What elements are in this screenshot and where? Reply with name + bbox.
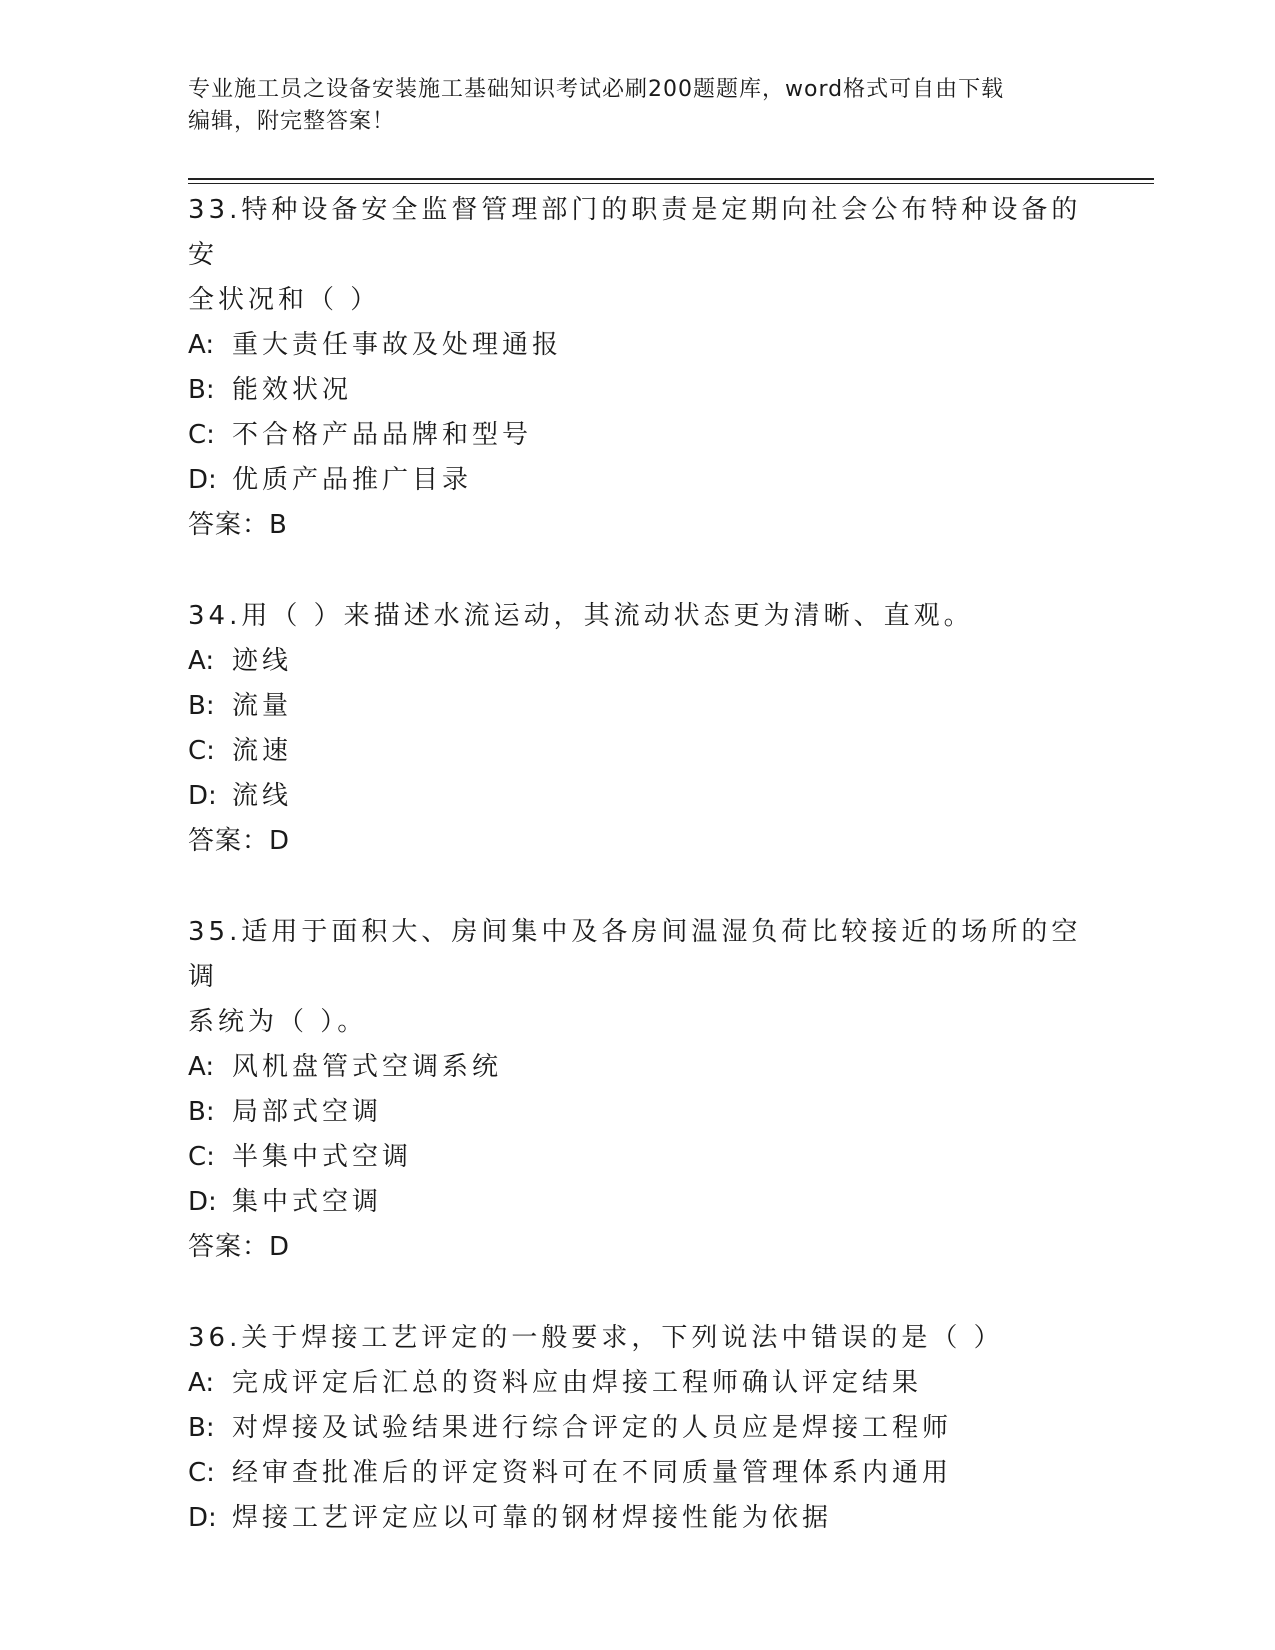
question-stem-line-1: 33.特种设备安全监督管理部门的职责是定期向社会公布特种设备的安 [188,195,1082,270]
option-text: 能效状况 [232,375,353,405]
question-stem-line-2: 系统为（ ）。 [188,1007,368,1037]
option-text: 完成评定后汇总的资料应由焊接工程师确认评定结果 [232,1368,923,1398]
option-d [188,774,1088,819]
header-line-2: 编辑，附完整答案！ [188,109,396,134]
option-c [188,413,1088,458]
question-stem-line-2: 全状况和（ ） [188,285,381,315]
option-text: 经审查批准后的评定资料可在不同质量管理体系内通用 [232,1458,953,1488]
answer-line: 答案：B [188,510,288,540]
option-letter: A: [188,1052,215,1082]
option-letter: D: [188,1503,217,1533]
option-letter: B: [188,375,215,405]
document-header [188,74,1088,138]
question-stem [188,594,1088,639]
header-line-1: 专业施工员之设备安装施工基础知识考试必刷200题题库，word格式可自由下载 [188,77,1005,102]
option-a [188,639,1088,684]
option-a [188,323,1088,368]
question-33 [188,188,1088,548]
option-letter: D: [188,465,217,495]
option-letter: D: [188,1187,217,1217]
option-text: 风机盘管式空调系统 [232,1052,503,1082]
question-list [188,188,1088,1587]
option-c [188,1451,1088,1496]
option-text: 迹线 [232,646,293,676]
option-d [188,1496,1088,1541]
option-text: 优质产品推广目录 [232,465,473,495]
question-36 [188,1316,1088,1541]
option-text: 不合格产品品牌和型号 [232,420,533,450]
option-b [188,1090,1088,1135]
option-letter: B: [188,1097,215,1127]
answer-line: 答案：D [188,1232,291,1262]
option-letter: C: [188,736,215,766]
question-stem [188,188,1088,323]
header-rule-thin [188,183,1154,184]
option-letter: C: [188,1458,215,1488]
option-letter: D: [188,781,217,811]
header-rule-thick [188,178,1154,180]
question-34 [188,594,1088,864]
question-stem [188,910,1088,1045]
question-35 [188,910,1088,1270]
option-text: 半集中式空调 [232,1142,413,1172]
question-stem-line-1: 34.用（ ）来描述水流运动，其流动状态更为清晰、直观。 [188,601,974,631]
option-text: 集中式空调 [232,1187,383,1217]
question-stem-line-1: 36.关于焊接工艺评定的一般要求，下列说法中错误的是（ ） [188,1323,1004,1353]
option-text: 流线 [232,781,293,811]
option-a [188,1045,1088,1090]
option-c [188,1135,1088,1180]
option-text: 对焊接及试验结果进行综合评定的人员应是焊接工程师 [232,1413,953,1443]
option-c [188,729,1088,774]
option-d [188,1180,1088,1225]
option-text: 流速 [232,736,293,766]
option-letter: A: [188,646,215,676]
option-text: 局部式空调 [232,1097,383,1127]
option-d [188,458,1088,503]
question-stem-line-1: 35.适用于面积大、房间集中及各房间温湿负荷比较接近的场所的空调 [188,917,1082,992]
option-letter: A: [188,1368,215,1398]
option-letter: B: [188,691,215,721]
option-letter: C: [188,1142,215,1172]
option-b [188,368,1088,413]
option-b [188,684,1088,729]
option-letter: A: [188,330,215,360]
question-stem [188,1316,1088,1361]
answer-line: 答案：D [188,826,291,856]
option-letter: B: [188,1413,215,1443]
option-a [188,1361,1088,1406]
option-letter: C: [188,420,215,450]
option-text: 重大责任事故及处理通报 [232,330,563,360]
option-text: 焊接工艺评定应以可靠的钢材焊接性能为依据 [232,1503,833,1533]
option-text: 流量 [232,691,293,721]
option-b [188,1406,1088,1451]
